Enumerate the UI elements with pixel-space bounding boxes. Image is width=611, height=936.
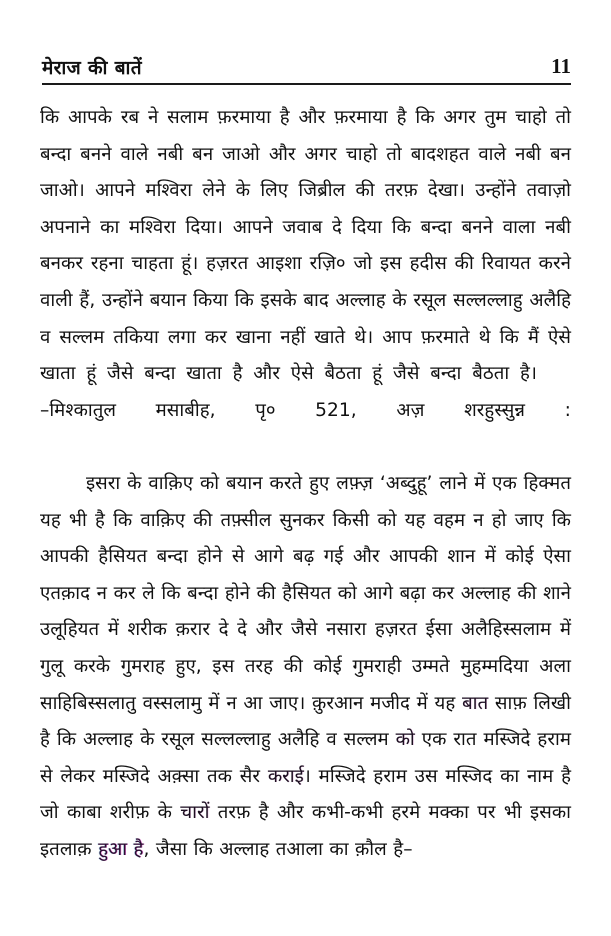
paragraph-1-citation: –मिश्कातुल मसाबीह, पृ० 521, अज़ शरहुस्सुन्न :	[40, 399, 571, 421]
paragraph-2-text-mid-2: एक रात मस्जिदे हराम से लेकर मस्जिदे अक़्सा तक सैर	[40, 729, 571, 787]
paragraph-2-text-mid-3: । मस्जिदे हराम उस मस्जिद का नाम है जो काबा शरीफ़ के	[40, 765, 572, 824]
running-head	[42, 48, 571, 82]
paragraph-2-text-lead: इसरा के वाक़िए को बयान करते हुए लफ़्ज़ ‘अब्दुहू’ लाने में एक हिक्मत यह भी है कि वाक़िए की तफ़्सील सुनकर किसी को यह वहम न हो जाए कि आपकी हैसियत बन्दा होने से आगे बढ़ गई और आपकी शान में कोई ऐसा एतक़ाद न कर ले कि बन्दा होने की हैसियत को आगे बढ़ा कर अल्लाह की शाने उलूहियत में शरीक क़रार दे दे और जैसे नसारा हज़रत ईसा अलैहिस्सलाम में गुलू करके गुमराह हुए, इस तरह की कोई गुमराही उम्मते मुहम्मदिया अला साहिबिस्सलातु वस्सलामु में न आ जाए। क़ुरआन मजीद में यह	[40, 472, 571, 714]
paragraph-2	[40, 466, 571, 869]
page-title: मेराज की बातें	[42, 57, 142, 79]
paragraph-2-text-tail: , जैसा कि अल्लाह तआला का क़ौल है–	[143, 838, 413, 860]
paragraph-1-body	[40, 100, 571, 466]
paragraph-1-text: कि आपके रब ने सलाम फ़रमाया है और फ़रमाया है कि अगर तुम चाहो तो बन्दा बनने वाले नबी बन जाओ और अगर चाहो तो बादशहत वाले नबी बन जाओ। आपने मश्विरा लेने के लिए जिब्रील की तरफ़ देखा। उन्होंने तवाज़ो अपनाने का मश्विरा दिया। आपने जवाब दे दिया कि बन्दा बनने वाला नबी बनकर रहना चाहता हूं। हज़रत आइशा रज़ि० जो इस हदीस की रिवायत करने वाली हैं, उन्होंने बयान किया कि इसके बाद अल्लाह के रसूल सल्लल्लाहु अलैहि व सल्लम तकिया लगा कर खाना नहीं खाते थे। आप फ़रमाते थे कि मैं ऐसे खाता हूं जैसे बन्दा खाता है और ऐसे बैठता हूं जैसे बन्दा बैठता है।	[40, 107, 571, 385]
paragraph-2-fringe-word-4: चारों	[180, 802, 210, 824]
paragraph-2-fringe-word-3: कराई	[267, 765, 304, 787]
paragraph-2-fringe-word-2: को	[395, 729, 415, 751]
paragraph-2-fringe-word-1: बात	[462, 692, 489, 714]
paragraph-2-text-mid-4: तरफ़ है और कभी-कभी हरमे मक्का पर भी इसका इतलाक़	[40, 802, 571, 860]
paragraph-2-fringe-word-5: हुआ है	[98, 838, 144, 860]
running-head-row	[42, 48, 571, 78]
paragraph-2-text-mid-1: साफ़ लिखी है कि अल्लाह के रसूल सल्लल्लाहु अलैहि व सल्लम	[40, 692, 571, 751]
header-divider-rule	[42, 83, 571, 85]
page-number: 11	[551, 54, 571, 78]
body-text-block	[40, 100, 571, 868]
paragraph-1	[40, 100, 571, 466]
